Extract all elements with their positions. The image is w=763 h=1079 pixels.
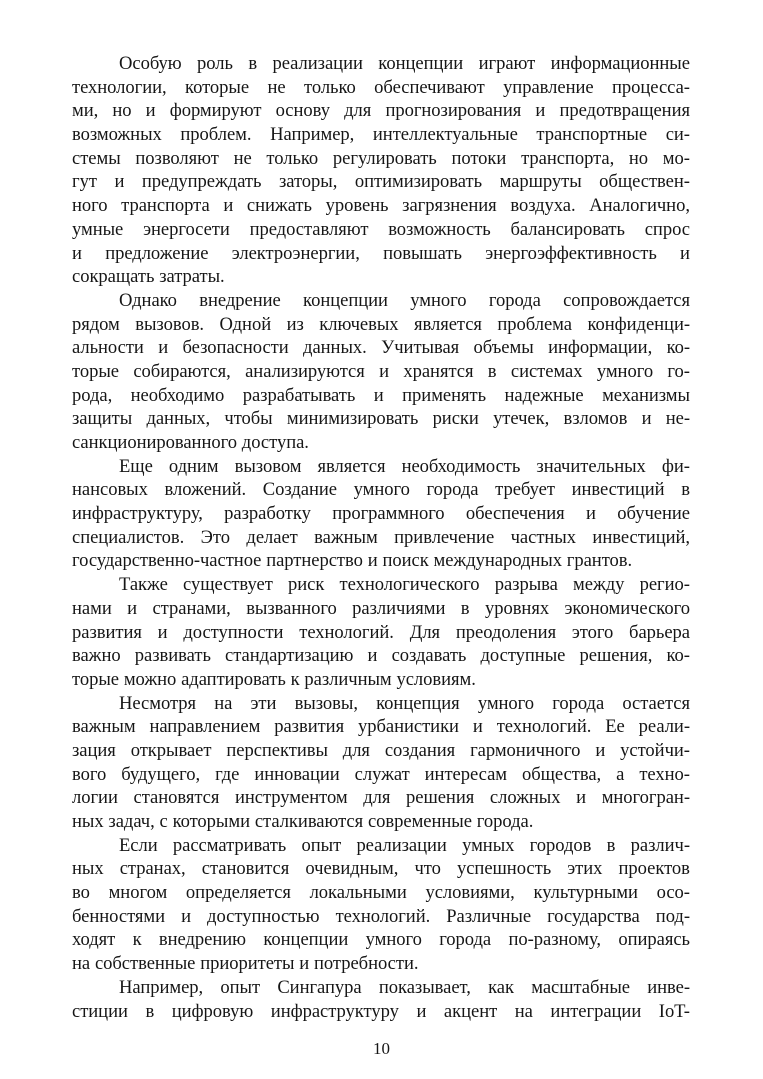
paragraph <box>72 289 690 455</box>
text-line: рода, необходимо разрабатывать и применять надежные механизмы <box>72 384 690 406</box>
text-line: важно развивать стандартизацию и создавать доступные решения, ко- <box>72 645 690 667</box>
text-line: торые можно адаптировать к различным условиям. <box>72 668 476 690</box>
text-line: торые собираются, анализируются и хранятся в системах умного го- <box>72 360 690 382</box>
text-line: на собственные приоритеты и потребности. <box>72 953 419 975</box>
paragraph <box>72 52 690 289</box>
text-line: вого будущего, где инновации служат интересам общества, а техно- <box>72 763 690 785</box>
paragraph <box>72 976 690 1023</box>
text-line: Однако внедрение концепции умного города сопровождается <box>119 289 690 311</box>
text-line: нансовых вложений. Создание умного города требует инвестиций в <box>72 479 690 501</box>
text-line: Особую роль в реализации концепции играют информационные <box>119 53 690 74</box>
text-line: важным направлением развития урбанистики и технологий. Ее реали- <box>72 716 690 738</box>
text-line: инфраструктуру, разработку программного обеспечения и обучение <box>72 503 690 525</box>
text-line: рядом вызовов. Одной из ключевых является проблема конфиденци- <box>72 313 690 335</box>
page-number: 10 <box>373 1039 390 1058</box>
text-line: развития и доступности технологий. Для преодоления этого барьера <box>72 621 690 643</box>
text-line: умные энергосети предоставляют возможность балансировать спрос <box>72 218 690 240</box>
text-line: стиции в цифровую инфраструктуру и акцент на интеграции IoT- <box>72 1000 690 1022</box>
text-line: Например, опыт Сингапура показывает, как масштабные инве- <box>119 976 690 998</box>
text-line: возможных проблем. Например, интеллектуальные транспортные си- <box>72 124 690 146</box>
text-line: сокращать затраты. <box>72 266 225 288</box>
text-line: ного транспорта и снижать уровень загрязнения воздуха. Аналогично, <box>72 195 690 217</box>
text-line: Также существует риск технологического разрыва между регио- <box>119 574 690 596</box>
text-line: ных задач, с которыми сталкиваются современные города. <box>72 811 534 832</box>
text-line: технологии, которые не только обеспечивают управление процесса- <box>72 76 690 98</box>
paragraph <box>72 573 690 691</box>
text-line: бенностями и доступностью технологий. Различные государства под- <box>72 905 690 927</box>
text-line: нами и странами, вызванного различиями в уровнях экономического <box>72 597 690 619</box>
paragraph <box>72 692 690 834</box>
text-line: Если рассматривать опыт реализации умных городов в различ- <box>119 834 690 856</box>
text-line: гут и предупреждать заторы, оптимизировать маршруты обществен- <box>72 171 690 193</box>
text-line: ходят к внедрению концепции умного города по-разному, опираясь <box>72 929 690 951</box>
text-line: Несмотря на эти вызовы, концепция умного города остается <box>119 692 690 714</box>
text-line: специалистов. Это делает важным привлечение частных инвестиций, <box>72 526 690 548</box>
text-line: во многом определяется локальными условиями, культурными осо- <box>72 882 690 904</box>
text-line: ми, но и формируют основу для прогнозирования и предотвращения <box>72 100 690 122</box>
text-line: логии становятся инструментом для решения сложных и многогран- <box>72 787 690 809</box>
paragraph <box>72 455 690 573</box>
text-line: ных странах, становится очевидным, что успешность этих проектов <box>72 858 690 880</box>
text-line: государственно-частное партнерство и поиск международных грантов. <box>72 550 633 572</box>
page-body <box>72 52 690 1023</box>
text-line: защиты данных, чтобы минимизировать риски утечек, взломов и не- <box>72 408 690 430</box>
paragraph <box>72 834 690 976</box>
text-line: альности и безопасности данных. Учитывая объемы информации, ко- <box>72 337 690 359</box>
text-line: Еще одним вызовом является необходимость значительных фи- <box>119 455 690 477</box>
text-line: стемы позволяют не только регулировать потоки транспорта, но мо- <box>72 147 690 169</box>
text-line: зация открывает перспективы для создания гармоничного и устойчи- <box>72 739 690 761</box>
text-line: и предложение электроэнергии, повышать энергоэффективность и <box>72 242 690 264</box>
text-line: санкционированного доступа. <box>72 432 309 453</box>
